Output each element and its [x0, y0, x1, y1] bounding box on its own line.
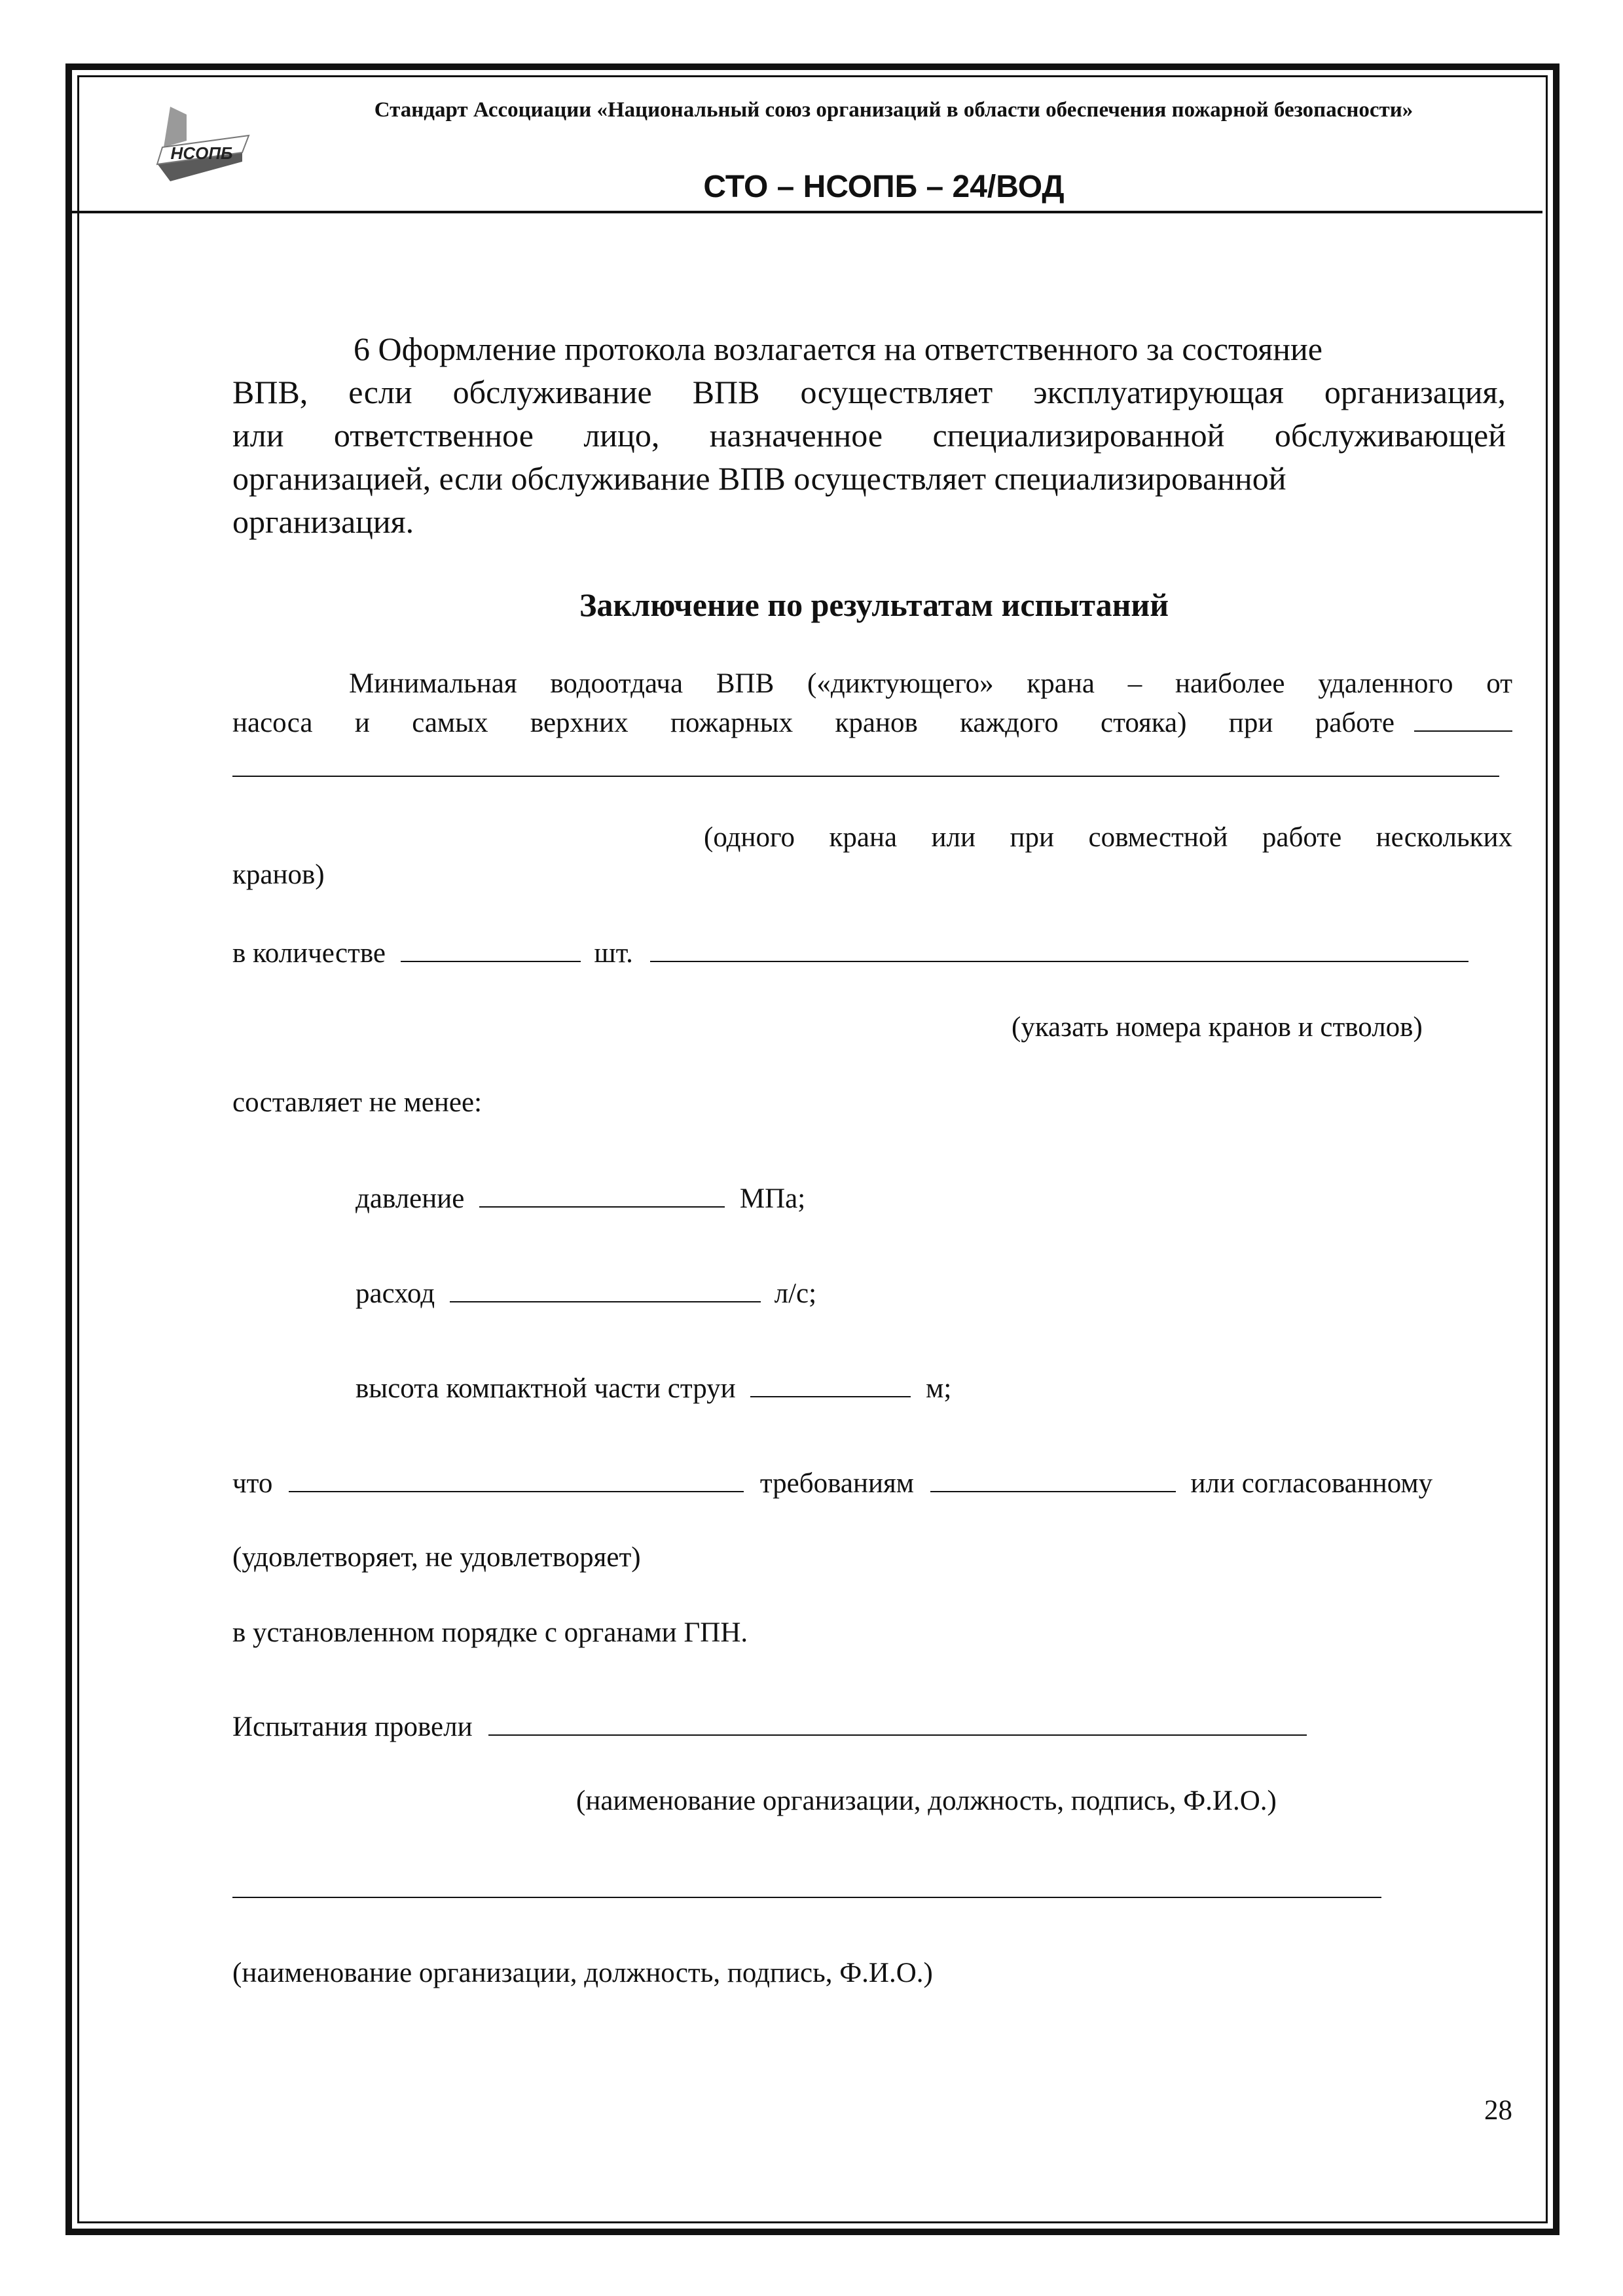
what-label: что [232, 1468, 273, 1499]
requirements-label: требованиям [759, 1468, 914, 1499]
header-organization: Стандарт Ассоциации «Национальный союз организаций в области обеспечения пожарной безопасности» [374, 98, 1413, 122]
quantity-label: в количестве [232, 938, 386, 969]
quantity-unit: шт. [594, 938, 633, 969]
jet-height-field[interactable] [750, 1371, 911, 1397]
operating-cranes-field-line-2[interactable] [232, 776, 1499, 777]
second-signature-field[interactable] [232, 1897, 1381, 1898]
page-number: 28 [1484, 2095, 1512, 2126]
document-code: СТО – НСОПБ – 24/ВОД [703, 170, 1065, 204]
quantity-row [232, 936, 1468, 969]
hint-one-or-several-a: (одного крана или при совместной работе нескольких [704, 822, 1512, 853]
amounts-to: составляет не менее: [232, 1087, 483, 1118]
clause-6-line-2: ВПВ, если обслуживание ВПВ осуществляет эксплуатирующая организация, [232, 374, 1506, 410]
clause-6-line-1: 6 Оформление протокола возлагается на ответственного за состояние [354, 331, 1322, 367]
nsopb-logo [151, 101, 255, 190]
tests-conducted-row [232, 1710, 1307, 1743]
intro-line-2: насоса и самых верхних пожарных кранов каждого стояка) при работе [232, 708, 1395, 738]
clause-6-paragraph [232, 327, 1506, 543]
tests-conducted-label: Испытания провели [232, 1712, 473, 1742]
header-divider [65, 211, 1542, 213]
clause-6-line-4: организацией, если обслуживание ВПВ осуществляет специализированной [232, 460, 1286, 497]
jet-height-row [356, 1371, 951, 1405]
pressure-row [356, 1181, 805, 1215]
compliance-row [232, 1466, 1432, 1499]
crane-numbers-field[interactable] [650, 936, 1468, 962]
operating-cranes-field[interactable] [1414, 706, 1512, 732]
intro-line-2-row [232, 706, 1512, 739]
jet-height-unit: м; [926, 1373, 952, 1404]
hint-satisfies: (удовлетворяет, не удовлетворяет) [232, 1542, 641, 1573]
flow-row [356, 1276, 816, 1310]
tests-conducted-field[interactable] [488, 1710, 1307, 1736]
pressure-label: давление [356, 1183, 465, 1214]
clause-6-line-3: или ответственное лицо, назначенное специализированной обслуживающей [232, 417, 1506, 454]
intro-line-1: Минимальная водоотдача ВПВ («диктующего» крана – наиболее удаленного от [349, 668, 1512, 699]
flow-field[interactable] [450, 1276, 761, 1302]
clause-6-line-5: организация. [232, 503, 414, 540]
flow-unit: л/с; [774, 1278, 817, 1309]
or-agreed-label: или согласованному [1190, 1468, 1433, 1499]
quantity-field[interactable] [401, 936, 581, 962]
satisfies-field[interactable] [289, 1466, 744, 1492]
conclusion-title: Заключение по результатам испытаний [579, 586, 1169, 623]
pressure-field[interactable] [479, 1181, 725, 1208]
hint-numbers: (указать номера кранов и стволов) [1012, 1012, 1423, 1043]
logo-graphic [151, 101, 255, 190]
logo-text: НСОПБ [170, 143, 233, 163]
hint-signature-1: (наименование организации, должность, подпись, Ф.И.О.) [576, 1785, 1277, 1816]
pressure-unit: МПа; [739, 1183, 806, 1214]
requirements-field[interactable] [930, 1466, 1176, 1492]
hint-one-or-several-b: кранов) [232, 859, 325, 890]
flow-label: расход [356, 1278, 435, 1309]
established-order: в установленном порядке с органами ГПН. [232, 1617, 748, 1648]
hint-signature-2: (наименование организации, должность, подпись, Ф.И.О.) [232, 1958, 933, 1988]
jet-height-label: высота компактной части струи [356, 1373, 736, 1404]
